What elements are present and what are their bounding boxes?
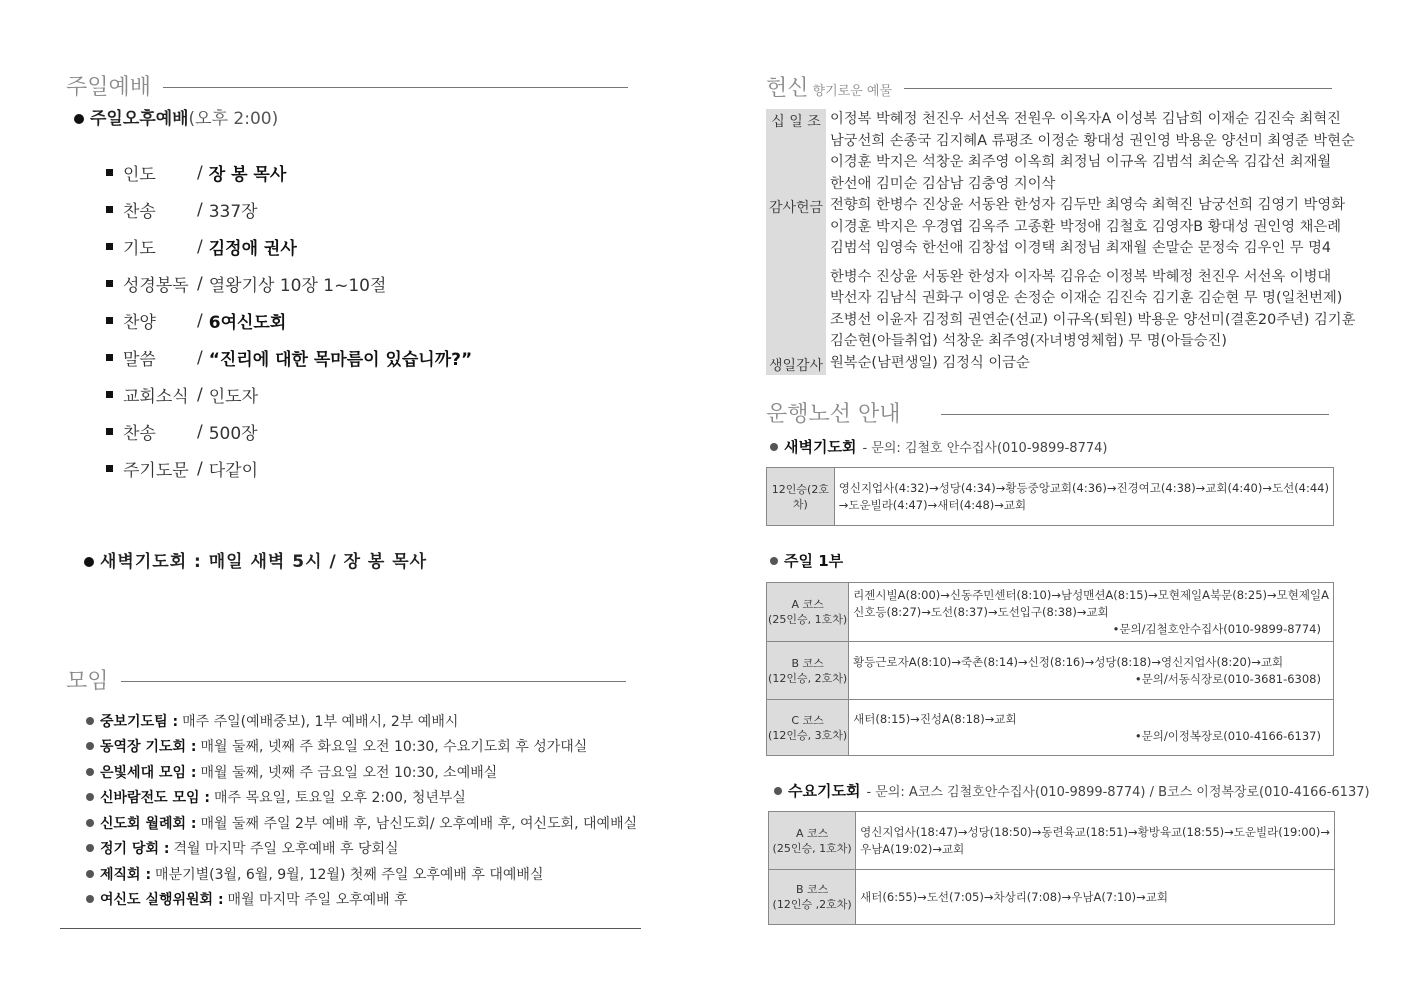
- route-stops-line: 영신지업사(4:32)→성당(4:34)→황등중앙교회(4:36)→진경여고(4:38)→교회(4:40)→도선(4:44): [838, 480, 1329, 495]
- route-stops-line: 새터(6:55)→도선(7:05)→차상리(7:08)→우남A(7:10)→교회: [860, 889, 1168, 904]
- meeting-desc: 매월 둘째 주일 2부 예배 후, 남신도회/ 오후예배 후, 여신도회, 대예배실: [200, 815, 638, 832]
- order-separator: /: [197, 384, 203, 405]
- sunday-service-header: [66, 70, 628, 101]
- dawn-prayer-text: 새벽기도회 : 매일 새벽 5시 / 장 봉 목사: [100, 552, 428, 572]
- offering-row: [766, 109, 1355, 195]
- order-separator: /: [197, 273, 203, 294]
- square-bullet-icon: [106, 206, 113, 213]
- meeting-name: 은빛세대 모임 :: [100, 764, 197, 781]
- afternoon-service-name: 주일오후예배: [90, 109, 189, 129]
- bullet-icon: [86, 819, 94, 827]
- offering-name-line: 이경훈 박지은 석창운 최주영 이옥희 최정님 이규옥 김범석 최순옥 김갑선 최재월: [830, 154, 1332, 170]
- offering-names: [826, 109, 1355, 195]
- route-course-label: [767, 700, 849, 756]
- order-separator: /: [197, 236, 203, 257]
- dawn-bus-title: 새벽기도회: [784, 438, 857, 456]
- bottom-divider: [60, 928, 641, 929]
- course-label-line: (25인승, 1호차): [772, 841, 852, 855]
- route-row: [769, 812, 1335, 870]
- section-title: 모임: [66, 669, 109, 694]
- bullet-icon: [86, 844, 94, 852]
- order-label: 성경봉독: [123, 276, 189, 296]
- meeting-desc: 매주 목요일, 토요일 오후 2:00, 청년부실: [214, 790, 466, 807]
- course-label-line: (12인승, 3호차): [768, 728, 848, 742]
- offering-name-line: 김순현(아들취업) 석창운 최주영(자녀병영체험) 무 명(아들승진): [830, 333, 1227, 349]
- bullet-icon: [86, 870, 94, 878]
- order-label: 교회소식: [123, 387, 189, 407]
- order-value: 인도자: [208, 387, 259, 407]
- dawn-bus-table: [766, 467, 1334, 526]
- route-stops-line: 신호등(8:27)→도선(8:37)→도선입구(8:38)→교회: [853, 604, 1109, 619]
- meeting-name: 여신도 실행위원회 :: [100, 892, 224, 909]
- order-value: 장 봉 목사: [208, 165, 287, 185]
- meeting-item: [86, 734, 637, 760]
- worship-order-item: [106, 376, 472, 413]
- square-bullet-icon: [106, 465, 113, 472]
- course-label-line: (12인승, 2호차): [768, 671, 848, 685]
- dawn-prayer-info: [84, 547, 427, 572]
- sunday1-bus-title: 주일 1부: [784, 552, 844, 570]
- order-value: 500장: [208, 424, 258, 444]
- divider: [941, 414, 1329, 415]
- order-value: 337장: [208, 202, 258, 222]
- offering-name-line: 남궁선희 손종국 김지혜A 류평조 이정순 황대성 권인영 박용운 양선미 최영준 박현순: [830, 132, 1355, 149]
- route-course-label: [769, 812, 856, 870]
- bullet-icon: [770, 443, 778, 451]
- sunday1-bus-table: [766, 582, 1334, 756]
- order-label: 말씀: [123, 350, 156, 370]
- offering-name-line: 김범석 임영숙 한선애 김창섭 이경택 최정님 최재월 손말순 문정숙 김우인 무 명4: [830, 240, 1332, 256]
- section-title: 헌신: [766, 76, 809, 101]
- meeting-desc: 매월 둘째, 넷째 주 금요일 오전 10:30, 소예배실: [200, 764, 498, 781]
- wednesday-bus-heading: [774, 780, 1370, 801]
- route-row: [769, 870, 1335, 925]
- meeting-name: 신바람전도 모임 :: [100, 790, 211, 807]
- route-stops: [849, 583, 1334, 642]
- offering-name-line: 한병수 진상윤 서동완 한성자 이자복 김유순 이정복 박혜정 천진우 서선옥 이병대: [830, 268, 1332, 285]
- order-separator: /: [197, 199, 203, 220]
- meeting-item: [86, 785, 637, 811]
- order-value: 김정애 권사: [208, 239, 297, 259]
- square-bullet-icon: [106, 169, 113, 176]
- meeting-name: 제직회 :: [100, 866, 152, 883]
- course-label-line: B 코스: [795, 883, 829, 896]
- bullet-icon: [74, 114, 84, 124]
- order-label: 찬송: [123, 424, 156, 444]
- bullet-icon: [86, 793, 94, 801]
- meeting-desc: 매분기별(3월, 6월, 9월, 12월) 첫째 주일 오후예배 후 대예배실: [155, 866, 544, 883]
- dawn-bus-contact: - 문의: 김철호 안수집사(010-9899-8774): [862, 441, 1108, 456]
- worship-order-item: [106, 154, 472, 191]
- route-stops: [834, 468, 1333, 526]
- offering-category: 감사헌금: [766, 195, 826, 353]
- offering-category: 생일감사: [766, 353, 826, 375]
- route-course-label: [767, 642, 849, 700]
- bullet-icon: [86, 717, 94, 725]
- offering-header: [766, 71, 1332, 102]
- bullet-icon: [86, 895, 94, 903]
- wednesday-bus-table: [768, 811, 1335, 925]
- section-subtitle: 향기로운 예물: [812, 84, 892, 99]
- offering-name-line: 이정복 박혜정 천진우 서선옥 전원우 이옥자A 이성복 김남희 이재순 김진숙 최혁진: [830, 111, 1341, 127]
- offering-name-line: 한선애 김미순 김삼남 김충영 지이삭: [830, 175, 1056, 192]
- bullet-icon: [84, 557, 94, 567]
- worship-order-item: [106, 191, 472, 228]
- route-row: [767, 700, 1334, 756]
- course-label-line: (12인승 ,2호차): [772, 898, 852, 911]
- meetings-header: [66, 664, 626, 695]
- route-stops: [849, 642, 1334, 700]
- meeting-desc: 매월 마지막 주일 오후예배 후: [227, 892, 408, 909]
- route-row: [767, 468, 1334, 526]
- meeting-name: 신도회 월례회 :: [100, 815, 197, 832]
- order-separator: /: [197, 421, 203, 442]
- route-stops-line: 황등근로자A(8:10)→죽촌(8:14)→신정(8:16)→성당(8:18)→영신지업사(8:20)→교회: [853, 654, 1284, 669]
- worship-order-item: [106, 228, 472, 265]
- order-value: “진리에 대한 목마름이 있습니까?”: [208, 350, 473, 370]
- route-stops-line: 리젠시빌A(8:00)→신동주민센터(8:10)→남성맨션A(8:15)→모현제일A북문(8:25)→모현제일A: [853, 587, 1329, 602]
- course-label-line: 12인승(2호차): [771, 482, 829, 511]
- order-label: 기도: [123, 239, 156, 259]
- order-separator: /: [197, 458, 203, 479]
- meeting-item: [86, 887, 637, 913]
- worship-order-item: [106, 413, 472, 450]
- meeting-item: [86, 861, 637, 887]
- order-label: 찬송: [123, 202, 156, 222]
- worship-order-list: [106, 154, 472, 487]
- square-bullet-icon: [106, 243, 113, 250]
- order-value: 6여신도회: [208, 313, 287, 333]
- course-label-line: A 코스: [795, 826, 829, 840]
- bullet-icon: [774, 787, 782, 795]
- offering-list: [766, 109, 1356, 375]
- route-stops: [849, 700, 1334, 756]
- route-contact: •문의/김철호안수집사(010-9899-8774): [1112, 621, 1321, 636]
- meeting-name: 동역장 기도회 :: [100, 739, 197, 756]
- order-separator: /: [197, 310, 203, 331]
- offering-row: [766, 195, 1356, 353]
- divider: [121, 681, 626, 682]
- offering-names: [826, 353, 1341, 375]
- wednesday-bus-title: 수요기도회: [788, 782, 861, 800]
- divider: [904, 88, 1332, 89]
- order-label: 인도: [123, 165, 156, 185]
- order-label: 주기도문: [123, 461, 189, 481]
- route-row: [767, 642, 1334, 700]
- square-bullet-icon: [106, 428, 113, 435]
- route-stops-line: 우남A(19:02)→교회: [860, 841, 965, 856]
- bullet-icon: [770, 557, 778, 565]
- meeting-desc: 매주 주일(예배중보), 1부 예배시, 2부 예배시: [182, 713, 459, 730]
- offering-row: [766, 353, 1341, 375]
- meeting-item: [86, 759, 637, 785]
- meeting-desc: 격월 마지막 주일 오후예배 후 당회실: [173, 841, 399, 858]
- route-course-label: [769, 870, 856, 925]
- route-contact: •문의/서동식장로(010-3681-6308): [1134, 671, 1321, 686]
- square-bullet-icon: [106, 317, 113, 324]
- afternoon-service-heading: [74, 104, 278, 129]
- offering-name-line: [830, 260, 1355, 267]
- meeting-desc: 매월 둘째, 넷째 주 화요일 오전 10:30, 수요기도회 후 성가대실: [200, 739, 588, 756]
- offering-name-line: 박선자 김남식 권화구 이영운 손정순 이재순 김진숙 김기훈 김순현 무 명(일천번제): [830, 290, 1343, 306]
- afternoon-service-time: (오후 2:00): [188, 109, 279, 129]
- order-value: 열왕기상 10장 1~10절: [208, 276, 387, 296]
- meeting-item: [86, 810, 637, 836]
- route-stops-line: 새터(8:15)→진성A(8:18)→교회: [853, 711, 1017, 726]
- route-stops-line: →도운빌라(4:47)→새터(4:48)→교회: [838, 497, 1027, 512]
- route-stops-line: 영신지업사(18:47)→성당(18:50)→동련육교(18:51)→황방육교(18:55)→도운빌라(19:00)→: [860, 824, 1330, 839]
- order-label: 찬양: [123, 313, 156, 333]
- course-label-line: (25인승, 1호차): [768, 613, 848, 626]
- meeting-name: 중보기도팀 :: [100, 713, 179, 730]
- route-stops: [856, 870, 1335, 925]
- square-bullet-icon: [106, 354, 113, 361]
- meeting-item: [86, 708, 637, 734]
- worship-order-item: [106, 450, 472, 487]
- meeting-item: [86, 836, 637, 862]
- offering-name-line: 이경훈 박지은 우경엽 김옥주 고종환 박정애 김철호 김영자B 황대성 권인영 채은례: [830, 218, 1342, 235]
- square-bullet-icon: [106, 280, 113, 287]
- route-course-label: [767, 583, 849, 642]
- route-stops: [856, 812, 1335, 870]
- offering-name-line: 전향희 한병수 진상윤 서동완 한성자 김두만 최영숙 최혁진 남궁선희 김영기 박영화: [830, 197, 1346, 213]
- wednesday-bus-contact: - 문의: A코스 김철호안수집사(010-9899-8774) / B코스 이정복장로(010-4166-6137): [866, 785, 1370, 800]
- worship-order-item: [106, 302, 472, 339]
- offering-name-line: 조병선 이윤자 김정희 권연순(선교) 이규옥(퇴원) 박용운 양선미(결혼20주년) 김기훈: [830, 311, 1356, 328]
- square-bullet-icon: [106, 391, 113, 398]
- order-separator: /: [197, 162, 203, 183]
- offering-category: 십 일 조: [766, 109, 826, 195]
- offering-name-line: 원복순(남편생일) 김정식 이금순: [830, 354, 1030, 371]
- section-title: 운행노선 안내: [766, 402, 901, 427]
- dawn-bus-heading: [770, 436, 1107, 457]
- offering-names: [826, 195, 1355, 353]
- order-separator: /: [197, 347, 203, 368]
- route-contact: •문의/이정복장로(010-4166-6137): [1134, 728, 1321, 743]
- worship-order-item: [106, 265, 472, 302]
- bullet-icon: [86, 768, 94, 776]
- route-row: [767, 583, 1334, 642]
- course-label-line: B 코스: [791, 656, 824, 670]
- divider: [163, 87, 628, 88]
- course-label-line: A 코스: [791, 598, 824, 611]
- sunday1-bus-heading: [770, 550, 843, 571]
- worship-order-item: [106, 339, 472, 376]
- course-label-line: C 코스: [791, 713, 824, 727]
- order-value: 다같이: [208, 461, 259, 481]
- bus-route-header: [766, 397, 1329, 428]
- bullet-icon: [86, 742, 94, 750]
- section-title: 주일예배: [66, 75, 152, 100]
- meetings-list: [86, 708, 637, 912]
- meeting-name: 정기 당회 :: [100, 841, 170, 858]
- route-course-label: [767, 468, 835, 526]
